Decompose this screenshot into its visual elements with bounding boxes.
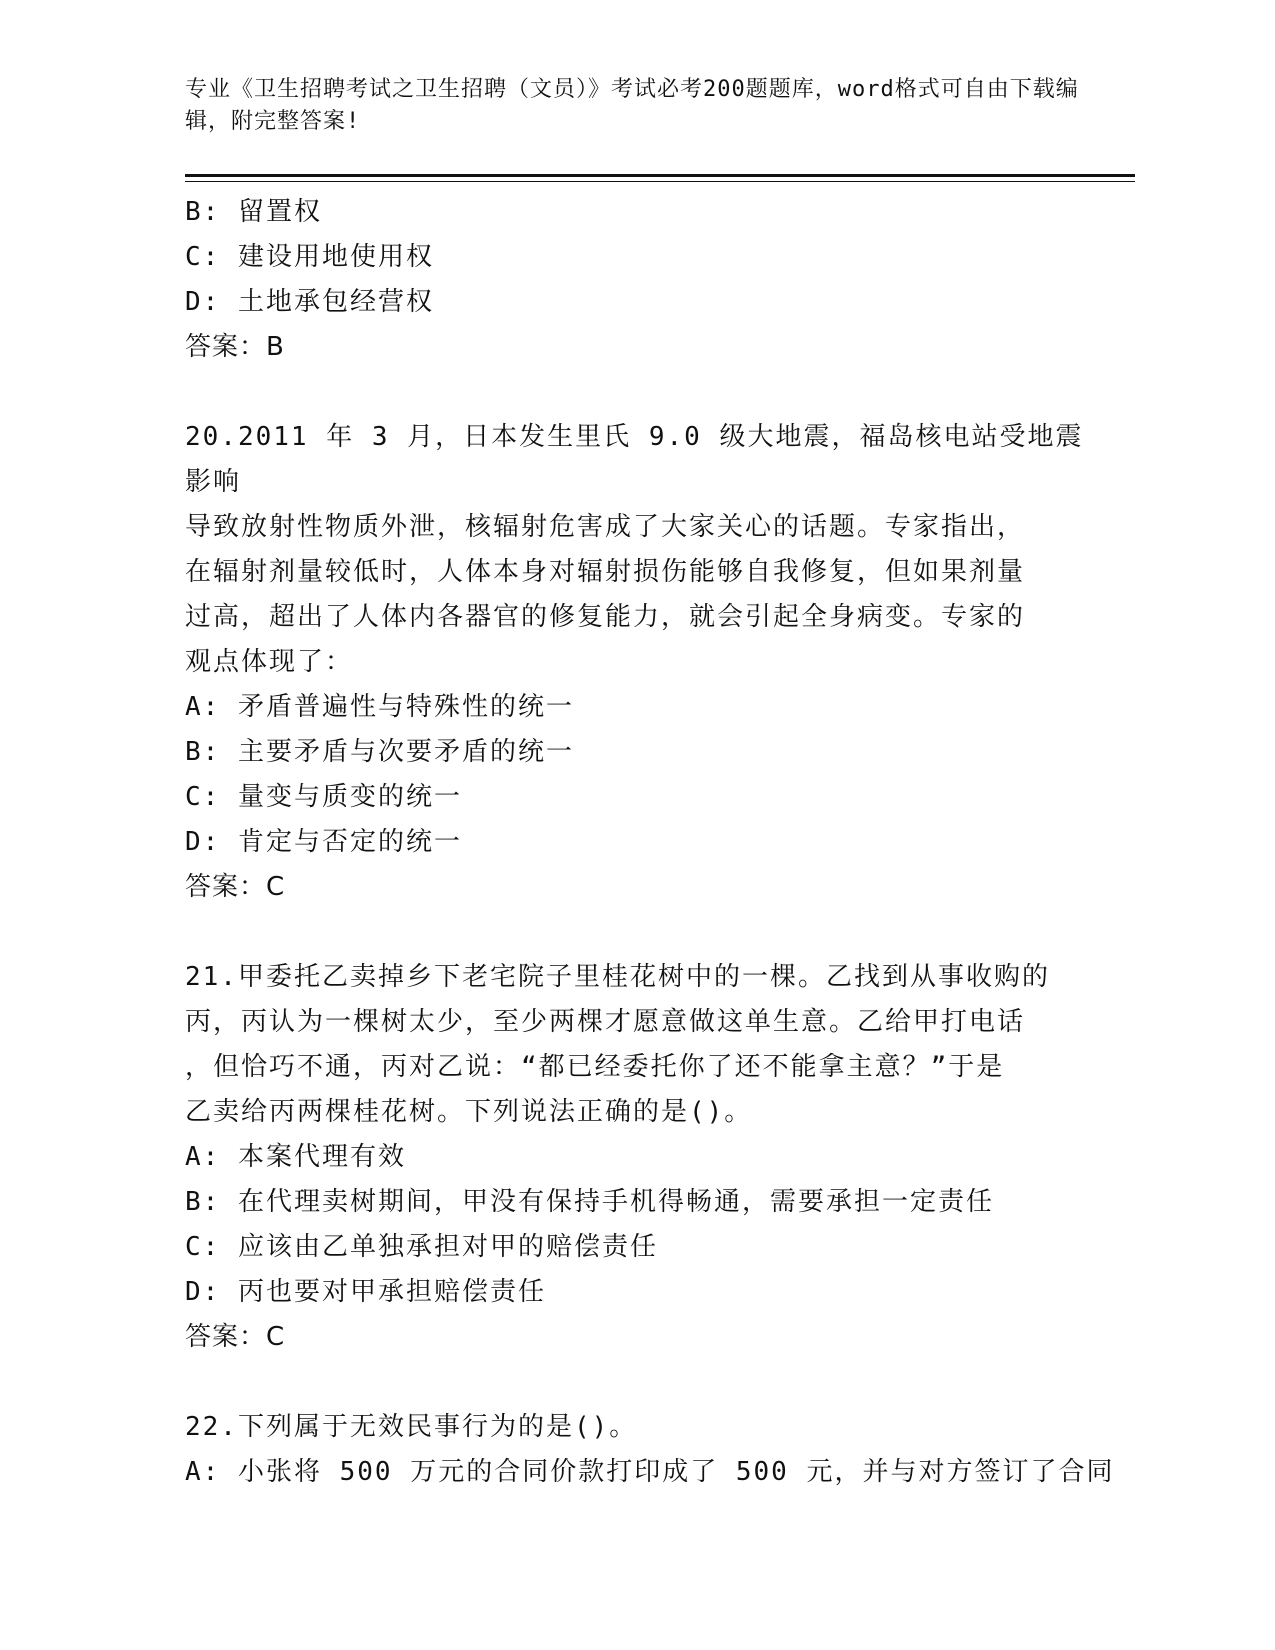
spacer — [185, 370, 1085, 415]
answer-line: 答案：C — [185, 872, 286, 902]
question-stem-line: 观点体现了： — [185, 647, 354, 677]
previous-question-block — [185, 190, 1085, 370]
header-divider-thin — [185, 181, 1135, 182]
option-a: A: 矛盾普遍性与特殊性的统一 — [185, 692, 574, 722]
option-d: D: 土地承包经营权 — [185, 287, 434, 317]
question-stem-line: 22.下列属于无效民事行为的是()。 — [185, 1412, 638, 1442]
question-stem-line: 21.甲委托乙卖掉乡下老宅院子里桂花树中的一棵。乙找到从事收购的 — [185, 962, 1050, 992]
option-c: C: 建设用地使用权 — [185, 242, 434, 272]
header-divider — [185, 174, 1135, 177]
option-d: D: 肯定与否定的统一 — [185, 827, 462, 857]
question-stem-line: 丙，丙认为一棵树太少，至少两棵才愿意做这单生意。乙给甲打电话 — [185, 1007, 1026, 1037]
option-a: A: 小张将 500 万元的合同价款打印成了 500 元，并与对方签订了合同 — [185, 1457, 1115, 1487]
question-20 — [185, 415, 1085, 910]
option-c: C: 量变与质变的统一 — [185, 782, 462, 812]
question-22 — [185, 1405, 1115, 1495]
question-21 — [185, 955, 1085, 1360]
question-content — [185, 190, 1115, 1495]
question-stem-line: 过高，超出了人体内各器官的修复能力，就会引起全身病变。专家的 — [185, 602, 1026, 632]
option-a: A: 本案代理有效 — [185, 1142, 406, 1172]
spacer — [185, 1360, 1085, 1405]
question-stem-line: 乙卖给丙两棵桂花树。下列说法正确的是()。 — [185, 1097, 753, 1127]
answer-line: 答案：B — [185, 332, 285, 362]
option-b: B: 主要矛盾与次要矛盾的统一 — [185, 737, 574, 767]
question-stem-line: 在辐射剂量较低时，人体本身对辐射损伤能够自我修复，但如果剂量 — [185, 557, 1026, 587]
option-c: C: 应该由乙单独承担对甲的赔偿责任 — [185, 1232, 658, 1262]
option-d: D: 丙也要对甲承担赔偿责任 — [185, 1277, 546, 1307]
question-stem-line: 20.2011 年 3 月，日本发生里氏 9.0 级大地震，福岛核电站受地震影响 — [185, 422, 1084, 497]
spacer — [185, 910, 1085, 955]
answer-line: 答案：C — [185, 1322, 286, 1352]
option-b: B: 在代理卖树期间，甲没有保持手机得畅通，需要承担一定责任 — [185, 1187, 994, 1217]
question-stem-line: ，但恰巧不通，丙对乙说：“都已经委托你了还不能拿主意？”于是 — [185, 1052, 1005, 1082]
document-header: 专业《卫生招聘考试之卫生招聘（文员）》考试必考200题题库，word格式可自由下载编辑，附完整答案! — [185, 77, 1079, 134]
question-stem-line: 导致放射性物质外泄，核辐射危害成了大家关心的话题。专家指出， — [185, 512, 1026, 542]
option-b: B: 留置权 — [185, 197, 322, 227]
